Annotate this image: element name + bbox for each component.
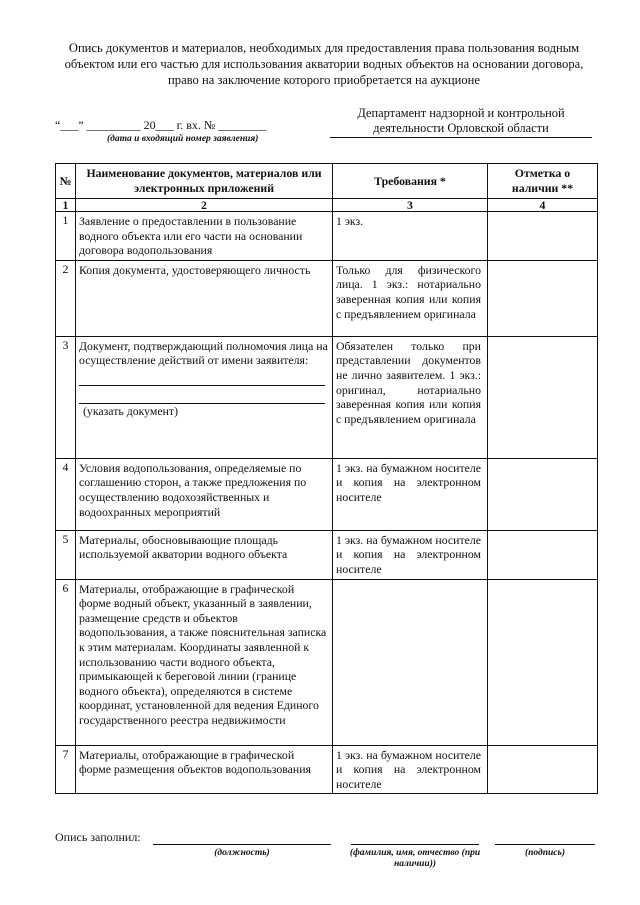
full-name-hint: (фамилия, имя, отчество (при наличии))	[349, 848, 481, 869]
column-numbers-row	[56, 199, 598, 212]
row-mark-cell[interactable]	[488, 212, 598, 261]
row-document-name: Заявление о предоставлении в пользование водного объекта или его части на основании договора водопользования	[76, 212, 333, 261]
row-number: 1	[56, 212, 76, 261]
filled-by-label: Опись заполнил:	[55, 830, 141, 844]
row-document-name: Условия водопользования, определяемые по соглашению сторон, а также предложения по осуществлению водохозяйственных и водоохранных мероприятий	[76, 458, 333, 530]
table-row	[56, 260, 598, 336]
row-document-cell	[76, 336, 333, 458]
row-requirements: 1 экз.	[333, 212, 488, 261]
row-number: 6	[56, 579, 76, 745]
row-mark-cell[interactable]	[488, 260, 598, 336]
row-mark-cell[interactable]	[488, 336, 598, 458]
row-requirements: Только для физического лица. 1 экз.: нотариально заверенная копия или копия с предъявлением оригинала	[333, 260, 488, 336]
row-document-name: Материалы, отображающие в графической форме водный объект, указанный в заявлении, размещение средств и объектов водопользования, а также пояснительная записка к этим материалам. Координаты заявленной к использованию части водного объекта, примыкающей к береговой линии (границе водного объекта), определяются в системе координат, установленной для ведения Единого государственного реестра недвижимости	[76, 579, 333, 745]
department-name: Департамент надзорной и контрольной деятельности Орловской области	[330, 106, 592, 138]
full-name-line[interactable]	[351, 844, 479, 845]
row-mark-cell[interactable]	[488, 530, 598, 579]
fill-in-line[interactable]	[79, 386, 325, 404]
row-number: 7	[56, 745, 76, 794]
position-line[interactable]	[153, 844, 331, 845]
row-number: 2	[56, 260, 76, 336]
registration-line: “___” _________ 20___ г. вх. № ________	[55, 118, 267, 132]
registration-hint: (дата и входящий номер заявления)	[107, 134, 259, 144]
row-document-hint: (указать документ)	[83, 403, 178, 418]
registration-block	[55, 118, 325, 146]
row-number: 4	[56, 458, 76, 530]
column-number: 4	[488, 199, 598, 212]
fill-in-line[interactable]	[79, 368, 325, 386]
table-row	[56, 579, 598, 745]
header-mark: Отметка о наличии **	[488, 164, 598, 199]
signature-hint: (подпись)	[524, 848, 566, 858]
document-title: Опись документов и материалов, необходимых для предоставления права пользования водным объектом или его частью для использования акватории водных объектов на основании договора, право на заключение которого приобретается на аукционе	[64, 41, 584, 87]
table-row	[56, 745, 598, 794]
row-requirements: 1 экз. на бумажном носителе и копия на электронном носителе	[333, 530, 488, 579]
position-hint: (должность)	[214, 848, 270, 858]
row-document-name: Документ, подтверждающий полномочия лица на осуществление действий от имени заявителя:	[79, 338, 328, 368]
signature-line[interactable]	[495, 844, 595, 845]
row-document-name: Материалы, обосновывающие площадь используемой акватории водного объекта	[76, 530, 333, 579]
column-number: 1	[56, 199, 76, 212]
row-mark-cell[interactable]	[488, 579, 598, 745]
header-requirements: Требования *	[333, 164, 488, 199]
documents-table	[55, 163, 598, 794]
table-row	[56, 336, 598, 458]
row-number: 3	[56, 336, 76, 458]
row-requirements: 1 экз. на бумажном носителе и копия на электронном носителе	[333, 745, 488, 794]
row-requirements	[333, 579, 488, 745]
row-number: 5	[56, 530, 76, 579]
row-document-name: Материалы, отображающие в графической форме размещения объектов водопользования	[76, 745, 333, 794]
row-requirements: Обязателен только при представлении документов не лично заявителем. 1 экз.: оригинал, нотариально заверенная копия или копия с предъявлением оригинала	[333, 336, 488, 458]
column-number: 2	[76, 199, 333, 212]
table-row	[56, 212, 598, 261]
row-mark-cell[interactable]	[488, 745, 598, 794]
column-number: 3	[333, 199, 488, 212]
table-header-row	[56, 164, 598, 199]
table-row	[56, 458, 598, 530]
row-requirements: 1 экз. на бумажном носителе и копия на электронном носителе	[333, 458, 488, 530]
row-mark-cell[interactable]	[488, 458, 598, 530]
footer-signature-block	[55, 830, 595, 870]
header-name: Наименование документов, материалов или электронных приложений	[76, 164, 333, 199]
header-num: №	[56, 164, 76, 199]
row-document-name: Копия документа, удостоверяющего личность	[76, 260, 333, 336]
table-row	[56, 530, 598, 579]
